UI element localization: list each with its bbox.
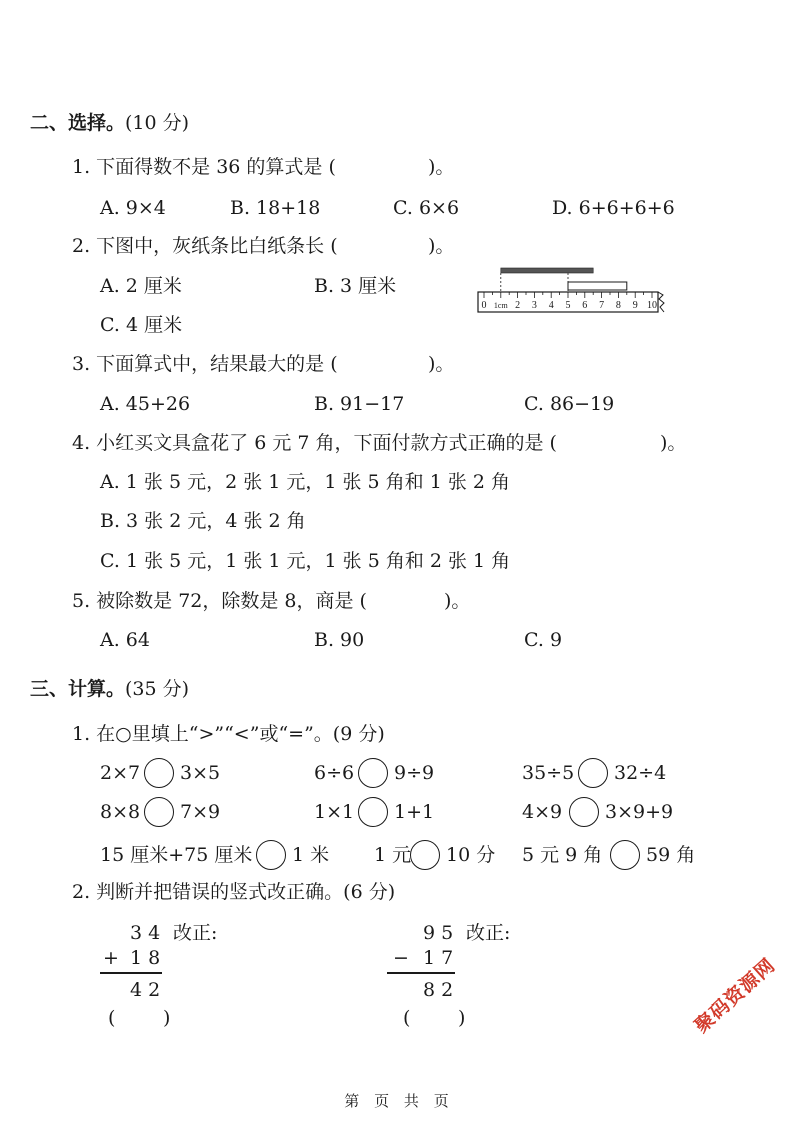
ruler-label: 9 xyxy=(632,300,638,311)
compare-left: 35÷5 xyxy=(522,762,575,784)
compare-circle[interactable] xyxy=(144,797,174,827)
compare-right: 3×9+9 xyxy=(605,801,674,823)
compare-right: 32÷4 xyxy=(614,762,667,784)
ruler-label: 6 xyxy=(582,300,588,311)
calc1-operator: + xyxy=(103,947,119,969)
ruler-label: 10 xyxy=(647,300,657,311)
calc1-judge-close: ) xyxy=(163,1007,171,1029)
compare-circle[interactable] xyxy=(569,797,599,827)
calc1-top: 3 4 xyxy=(130,922,161,944)
q1-option-b: B. 18+18 xyxy=(230,197,321,219)
vertical-calc-stem: 2. 判断并把错误的竖式改正确。(6 分) xyxy=(72,881,396,903)
compare-right: 10 分 xyxy=(446,844,496,866)
compare-circle[interactable] xyxy=(144,758,174,788)
compare-right: 9÷9 xyxy=(394,762,435,784)
q1-option-d: D. 6+6+6+6 xyxy=(552,197,675,219)
q4-stem: 4. 小红买文具盒花了 6 元 7 角，下面付款方式正确的是 ( xyxy=(72,432,557,454)
section-3-heading xyxy=(30,677,189,701)
q2-close: )。 xyxy=(428,235,455,257)
q1-option-c: C. 6×6 xyxy=(393,197,460,219)
gray-paper-strip xyxy=(501,268,593,273)
footer-text: 页 xyxy=(374,1092,390,1110)
calc2-line xyxy=(387,972,455,974)
q1-stem: 1. 下面得数不是 36 的算式是 ( xyxy=(72,156,336,178)
compare-right: 59 角 xyxy=(646,844,696,866)
section-2-heading xyxy=(30,111,189,135)
section-3-score: (35 分) xyxy=(125,678,190,700)
compare-left: 15 厘米+75 厘米 xyxy=(100,844,253,866)
q4-close: )。 xyxy=(660,432,687,454)
calc2-bottom: 1 7 xyxy=(423,947,454,969)
q1-option-a: A. 9×4 xyxy=(100,197,166,219)
compare-right: 1 米 xyxy=(292,844,330,866)
q3-option-a: A. 45+26 xyxy=(100,393,191,415)
q2-stem: 2. 下图中，灰纸条比白纸条长 ( xyxy=(72,235,338,257)
q2-option-b: B. 3 厘米 xyxy=(314,275,397,297)
ruler-label: 2 xyxy=(515,300,521,311)
ruler-label: 3 xyxy=(531,300,537,311)
compare-circle[interactable] xyxy=(256,840,286,870)
compare-circle[interactable] xyxy=(358,797,388,827)
ruler-label: 7 xyxy=(599,300,605,311)
section-2-score: (10 分) xyxy=(125,112,190,134)
q4-option-a: A. 1 张 5 元，2 张 1 元，1 张 5 角和 1 张 2 角 xyxy=(100,471,511,493)
ruler-label: 8 xyxy=(615,300,621,311)
compare-left: 4×9 xyxy=(522,801,563,823)
compare-left: 5 元 9 角 xyxy=(522,844,603,866)
q3-stem: 3. 下面算式中，结果最大的是 ( xyxy=(72,353,338,375)
compare-left: 2×7 xyxy=(100,762,141,784)
calc2-fix-label: 改正: xyxy=(466,922,511,944)
section-3-title: 三、计算。 xyxy=(30,678,126,700)
q4-option-b: B. 3 张 2 元，4 张 2 角 xyxy=(100,510,306,532)
calc1-judge-open: ( xyxy=(108,1007,116,1029)
calc2-judge-open: ( xyxy=(403,1007,411,1029)
compare-right: 3×5 xyxy=(180,762,221,784)
q5-option-a: A. 64 xyxy=(100,629,150,651)
calc1-bottom: 1 8 xyxy=(130,947,161,969)
ruler-label: 1cm xyxy=(493,301,508,310)
calc2-judge-close: ) xyxy=(458,1007,466,1029)
footer-text: 共 xyxy=(403,1092,419,1110)
compare-circle[interactable] xyxy=(358,758,388,788)
q5-close: )。 xyxy=(444,590,471,612)
watermark-stamp: 聚码资源网 xyxy=(690,954,780,1038)
calc1-line xyxy=(100,972,162,974)
q3-option-b: B. 91−17 xyxy=(314,393,405,415)
compare-right: 7×9 xyxy=(180,801,221,823)
page-footer xyxy=(0,1090,793,1111)
compare-stem: 1. 在○里填上“>”“<”或“=”。(9 分) xyxy=(72,723,385,745)
q3-close: )。 xyxy=(428,353,455,375)
footer-text: 页 xyxy=(433,1092,449,1110)
compare-left: 6÷6 xyxy=(314,762,355,784)
q5-stem: 5. 被除数是 72，除数是 8，商是 ( xyxy=(72,590,367,612)
compare-left: 1 元 xyxy=(374,844,412,866)
q4-option-c: C. 1 张 5 元，1 张 1 元，1 张 5 角和 2 张 1 角 xyxy=(100,550,511,572)
q1-close: )。 xyxy=(428,156,455,178)
ruler-torn-edge xyxy=(658,292,664,312)
calc2-result: 8 2 xyxy=(423,979,454,1001)
calc1-result: 4 2 xyxy=(130,979,161,1001)
q3-option-c: C. 86−19 xyxy=(524,393,615,415)
compare-circle[interactable] xyxy=(578,758,608,788)
ruler-label: 4 xyxy=(548,300,554,311)
ruler-figure xyxy=(476,262,672,316)
compare-left: 1×1 xyxy=(314,801,355,823)
compare-right: 1+1 xyxy=(394,801,435,823)
q5-option-c: C. 9 xyxy=(524,629,563,651)
calc1-fix-label: 改正: xyxy=(173,922,218,944)
calc2-top: 9 5 xyxy=(423,922,454,944)
calc2-operator: − xyxy=(393,947,409,969)
q2-option-c: C. 4 厘米 xyxy=(100,314,183,336)
ruler-label: 0 xyxy=(481,300,487,311)
section-2-title: 二、选择。 xyxy=(30,112,126,134)
footer-text: 第 xyxy=(344,1092,360,1110)
q5-option-b: B. 90 xyxy=(314,629,365,651)
compare-circle[interactable] xyxy=(410,840,440,870)
compare-circle[interactable] xyxy=(610,840,640,870)
ruler-label: 5 xyxy=(565,300,571,311)
q2-option-a: A. 2 厘米 xyxy=(100,275,182,297)
white-paper-strip xyxy=(568,282,627,290)
compare-left: 8×8 xyxy=(100,801,141,823)
